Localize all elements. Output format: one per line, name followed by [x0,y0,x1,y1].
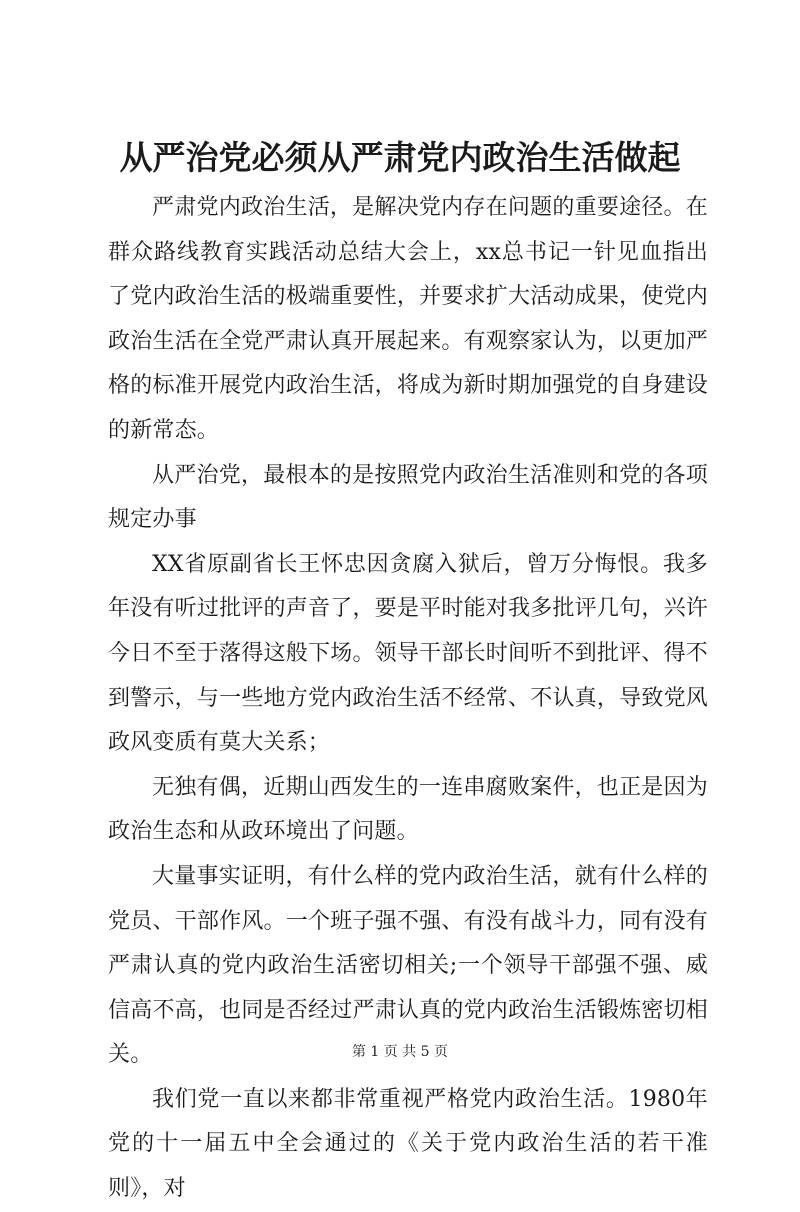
document-title: 从严治党必须从严肃党内政治生活做起 [119,138,681,177]
paragraph: 严肃党内政治生活，是解决党内存在问题的重要途径。在群众路线教育实践活动总结大会上，xx总书记一针见血指出了党内政治生活的极端重要性，并要求扩大活动成果，使党内政治生活在全党严肃认真开展起来。有观察家认为，以更加严格的标准开展党内政治生活，将成为新时期加强党的自身建设的新常态。 [108,195,708,443]
paragraph: 我们党一直以来都非常重视严格党内政治生活。1980年党的十一届五中全会通过的《关于党内政治生活的若干准则》，对 [108,1086,708,1202]
paragraph: 无独有偶，近期山西发生的一连串腐败案件，也正是因为政治生态和从政环境出了问题。 [108,774,708,845]
paragraph: XX省原副省长王怀忠因贪腐入狱后，曾万分悔恨。我多年没有听过批评的声音了，要是平时能对我多批评几句，兴许今日不至于落得这般下场。领导干部长时间听不到批评、得不到警示，与一些地方党内政治生活不经常、不认真，导致党风政风变质有莫大关系； [108,551,708,756]
paragraph: 从严治党，最根本的是按照党内政治生活准则和党的各项规定办事 [108,462,708,533]
paragraph: 大量事实证明，有什么样的党内政治生活，就有什么样的党员、干部作风。一个班子强不强、有没有战斗力，同有没有严肃认真的党内政治生活密切相关;一个领导干部强不强、威信高不高，也同是否经过严肃认真的党内政治生活锻炼密切相关。 [108,863,708,1068]
page-number-footer: 第 1 页 共 5 页 [351,1044,449,1060]
